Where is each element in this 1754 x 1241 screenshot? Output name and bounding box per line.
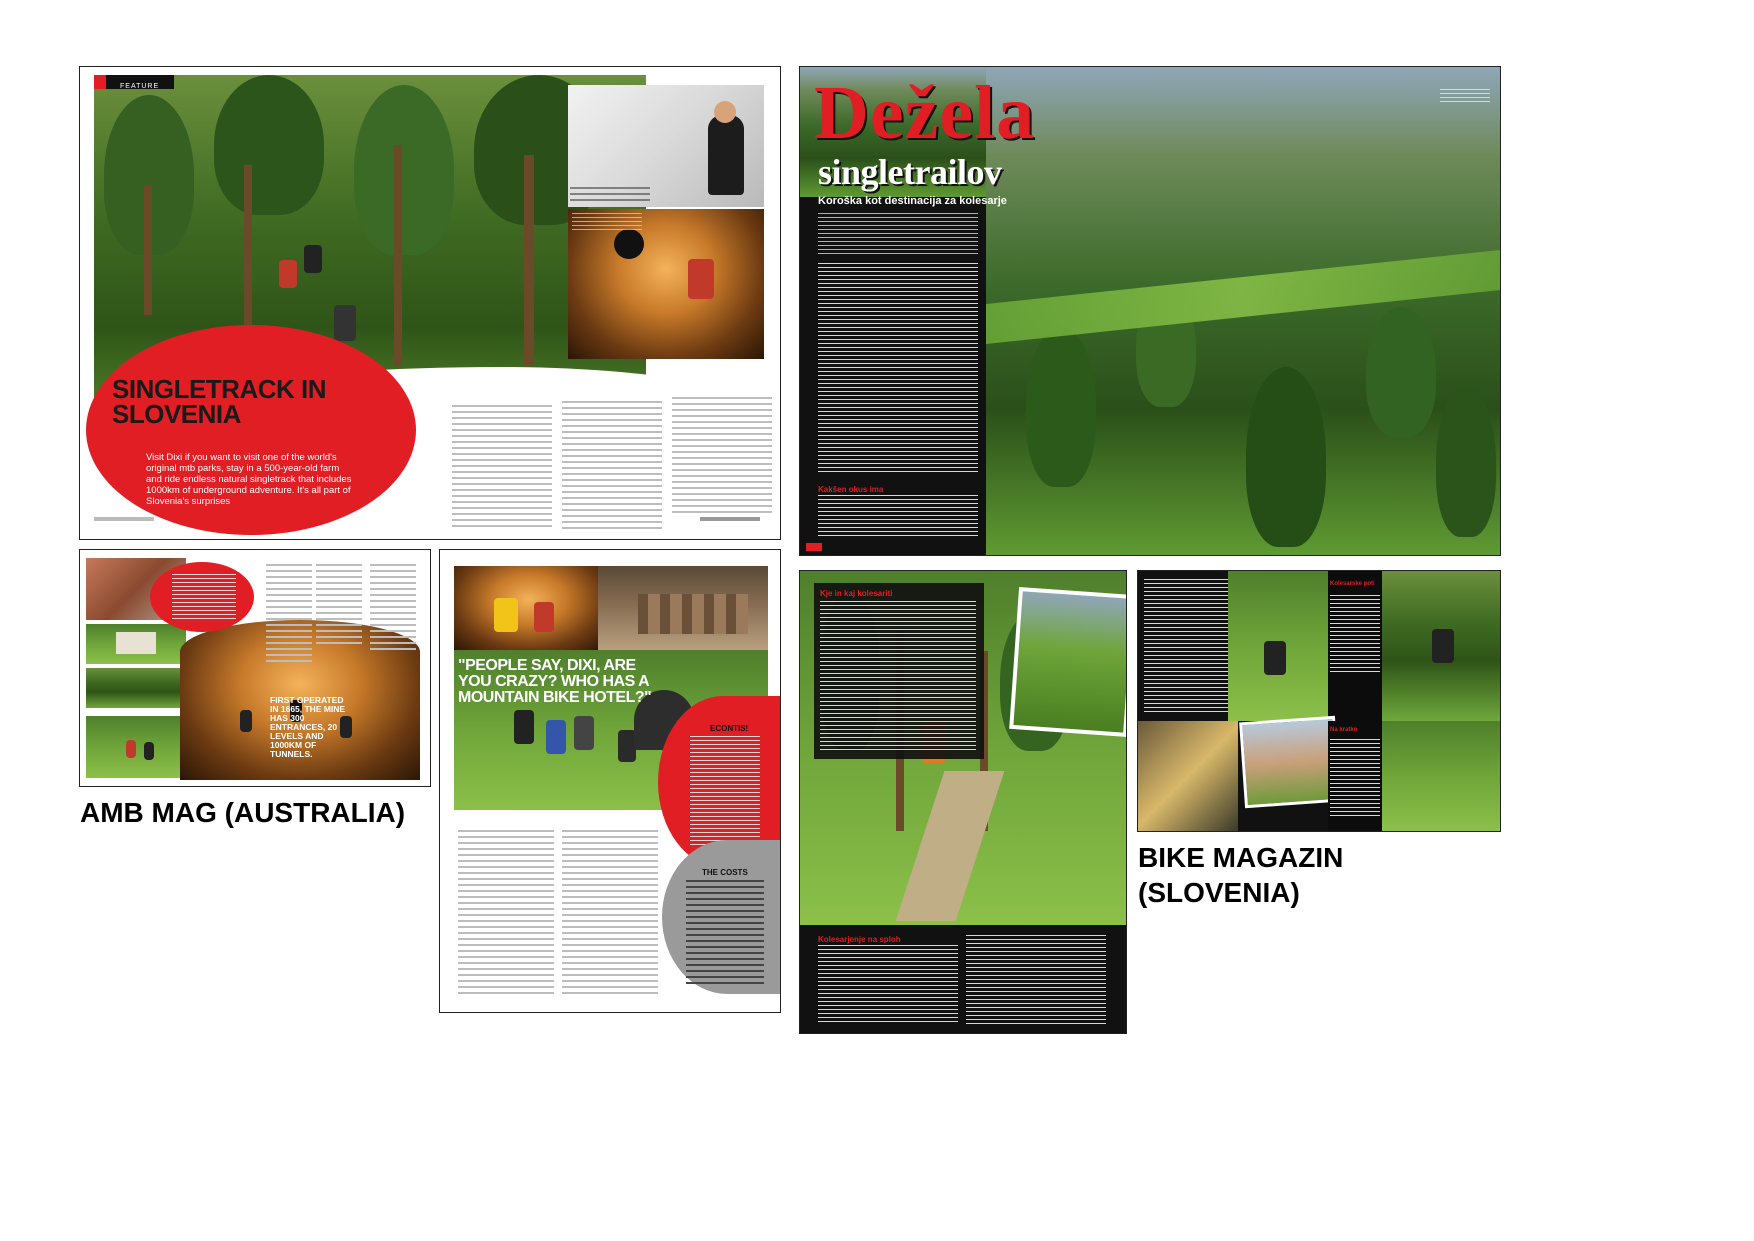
routes-rider-photo-1: [1228, 571, 1328, 721]
caption-amb-mag: AMB MAG (AUSTRALIA): [80, 797, 406, 828]
hotel-tunnel-photo: [454, 566, 604, 650]
bike-magazin-spread-trail: [800, 571, 1126, 1033]
bike-magazin-spread-routes: [1138, 571, 1500, 831]
caption-bike-magazin-line2: (SLOVENIA): [1138, 877, 1300, 908]
photo-caption-2: [572, 213, 642, 233]
amb-feature-spread-singletrack: [80, 67, 780, 539]
dezela-body-2: [818, 495, 978, 539]
feature-headline: SINGLETRACK IN SLOVENIA: [112, 374, 326, 429]
costs-title: THE COSTS: [702, 868, 748, 877]
amb-spread-hotel: [440, 550, 780, 1012]
info-box-title: Kje in kaj kolesariti: [820, 589, 893, 598]
caption-bike-magazin-line1: BIKE MAGAZIN: [1138, 842, 1344, 873]
body-column-1: [452, 405, 552, 531]
body-column-3: [672, 397, 772, 513]
bike-magazin-spread-dezela: [800, 67, 1500, 555]
feature-standfirst: Visit Dixi if you want to visit one of the world's original mtb parks, stay in a 500-year-old farm and ride endless natural singletrack that includes 1000km of underground adventure. It's all part of Slovenia's surprises: [146, 452, 352, 507]
routes-cave-photo: [1138, 721, 1238, 831]
dezela-intro: [818, 213, 978, 255]
dezela-body-1: [818, 263, 978, 475]
trail-body-2: [966, 935, 1106, 1025]
hotel-column-1: [458, 830, 554, 994]
singletrailov-title: singletrailov: [818, 152, 1002, 192]
page-footer-right: [700, 517, 760, 521]
sidebar-text: [172, 574, 236, 622]
photo-credit: [1440, 89, 1490, 105]
inset-riders-photo: [1009, 587, 1126, 737]
hotel-column-2: [562, 830, 658, 994]
page-footer-left: [94, 517, 154, 521]
routes-text-1: [1144, 579, 1228, 715]
body-column-2: [562, 401, 662, 531]
econtis-title: ECONTIS!: [710, 724, 749, 733]
info-box-text: [820, 601, 976, 751]
routes-farmhouse-photo: [1239, 716, 1341, 808]
dezela-subhead: Kakšen okus ima: [818, 485, 884, 494]
routes-box-text-2: [1330, 739, 1380, 819]
hotel-porch-photo: [598, 566, 768, 650]
column-a: [266, 564, 312, 664]
mountain-forest-photo: [986, 67, 1500, 555]
routes-box-title-1: Kolesarske poti: [1330, 581, 1375, 587]
trail-subhead: Kolesarjenje na sploh: [818, 935, 901, 944]
section-tag: [94, 75, 174, 89]
costs-text: [686, 880, 764, 984]
caption-bike-magazin: [1138, 840, 1343, 910]
farmhouse-photo: [86, 624, 186, 664]
routes-box-title-2: Na kratko: [1330, 727, 1358, 733]
routes-meadow-photo: [1382, 721, 1500, 831]
column-c: [370, 564, 416, 654]
dezela-title: Dežela: [814, 71, 1036, 155]
column-b: [316, 564, 362, 644]
econtis-text: [690, 736, 760, 846]
riders-meadow-photo-2: [86, 716, 186, 778]
riders-meadow-photo-1: [86, 668, 186, 708]
photo-caption-1: [570, 187, 650, 205]
section-tag-text: FEATURE: [120, 83, 160, 90]
mine-pull-quote: FIRST OPERATED IN 1665, THE MINE HAS 300 ENTRANCES, 20 LEVELS AND 1000KM OF TUNNELS.: [270, 695, 346, 759]
amb-spread-mine: [80, 550, 430, 786]
routes-rider-photo-2: [1382, 571, 1500, 721]
routes-box-text-1: [1330, 595, 1380, 675]
trail-body-1: [818, 945, 958, 1025]
dezela-subtitle: Koroška kot destinacija za kolesarje: [818, 195, 1007, 207]
hotel-pull-quote: "PEOPLE SAY, DIXI, ARE YOU CRAZY? WHO HAS A MOUNTAIN BIKE HOTEL?": [458, 657, 652, 706]
